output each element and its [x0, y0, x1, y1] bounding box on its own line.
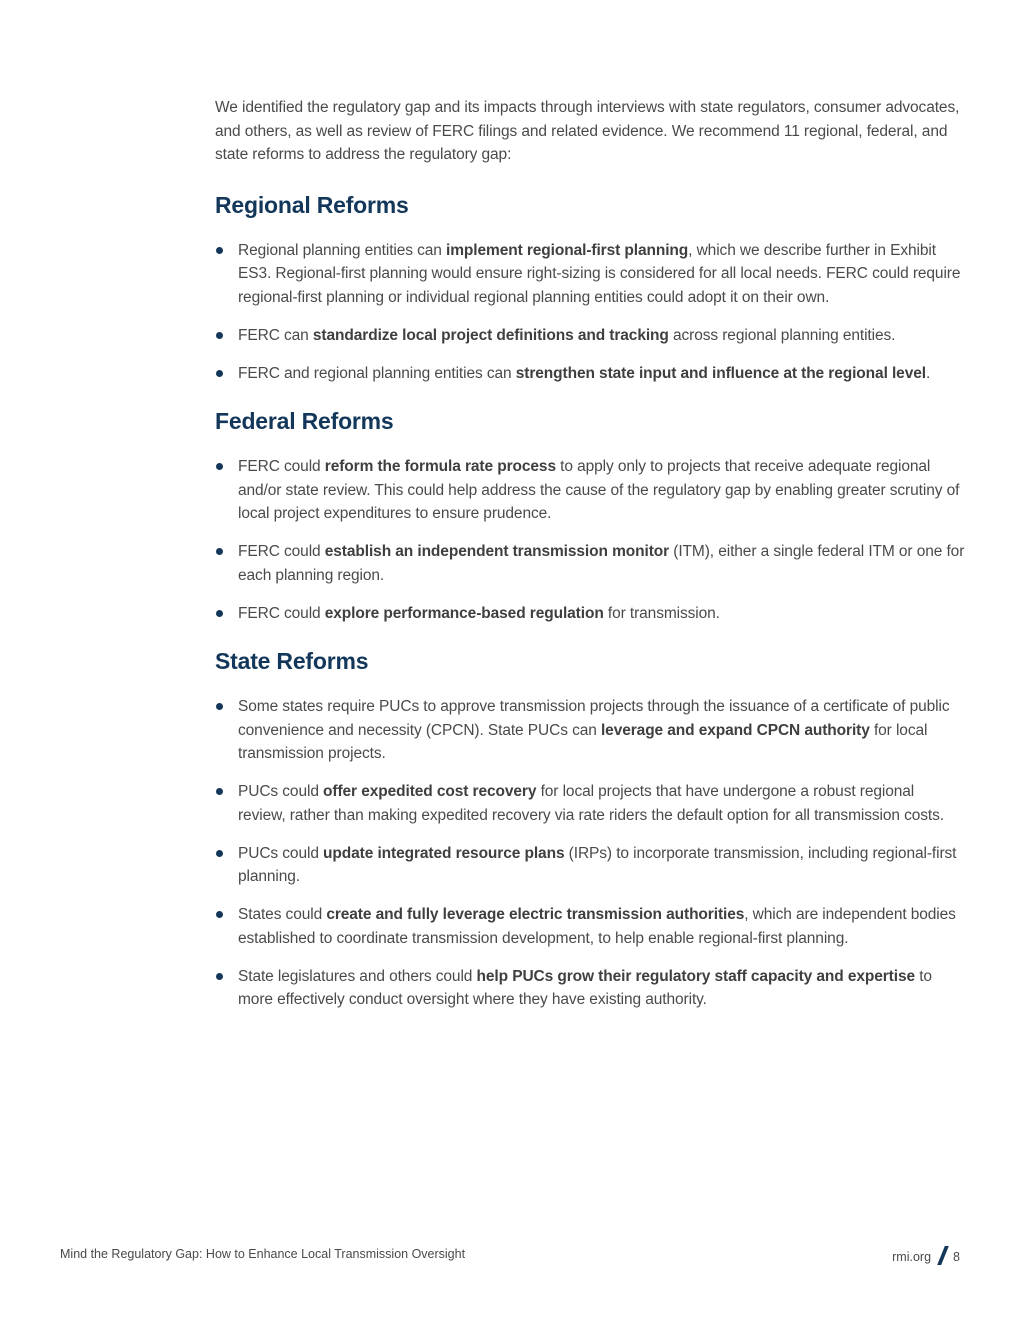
bullet-icon [216, 911, 223, 918]
reform-item: FERC could explore performance-based regulation for transmission. [215, 602, 965, 626]
reform-item: Regional planning entities can implement regional-first planning, which we describe further in Exhibit ES3. Regional-first planning would ensure right-sizing is considered for all local needs. FERC could require regional-first planning or individual regional planning entities could adopt it on their own. [215, 239, 965, 310]
section-heading: State Reforms [215, 648, 369, 674]
section-heading: Federal Reforms [215, 408, 394, 434]
footer-page-info [892, 1247, 960, 1266]
reform-item: PUCs could offer expedited cost recovery for local projects that have undergone a robust regional review, rather than making expedited recovery via rate riders the default option for all transmission costs. [215, 780, 965, 827]
bullet-icon [216, 788, 223, 795]
reform-list [215, 239, 965, 386]
footer-site-link[interactable]: rmi.org [892, 1249, 932, 1264]
bullet-icon [216, 973, 223, 980]
reform-item: FERC could reform the formula rate process to apply only to projects that receive adequate regional and/or state review. This could help address the cause of the regulatory gap by enabling greater scrutiny of local project expenditures to ensure prudence. [215, 455, 965, 526]
reform-item: State legislatures and others could help PUCs grow their regulatory staff capacity and expertise to more effectively conduct oversight where they have existing authority. [215, 965, 965, 1012]
section-state-reforms [215, 647, 965, 1012]
reform-item: Some states require PUCs to approve transmission projects through the issuance of a certificate of public convenience and necessity (CPCN). State PUCs can leverage and expand CPCN authority for local transmission projects. [215, 695, 965, 766]
document-body [215, 96, 965, 1034]
bullet-icon [216, 247, 223, 254]
reform-item: States could create and fully leverage electric transmission authorities, which are independent bodies established to coordinate transmission development, to help enable regional-first planning. [215, 903, 965, 950]
bullet-icon [216, 370, 223, 377]
bullet-icon [216, 463, 223, 470]
reform-item: FERC could establish an independent transmission monitor (ITM), either a single federal ITM or one for each planning region. [215, 540, 965, 587]
bullet-icon [216, 703, 223, 710]
bullet-icon [216, 548, 223, 555]
reform-list [215, 695, 965, 1012]
bullet-icon [216, 610, 223, 617]
section-federal-reforms [215, 407, 965, 625]
section-regional-reforms [215, 191, 965, 386]
bullet-icon [216, 850, 223, 857]
page-footer [60, 1247, 960, 1267]
section-heading: Regional Reforms [215, 191, 409, 218]
reform-list [215, 455, 965, 625]
intro-paragraph: We identified the regulatory gap and its impacts through interviews with state regulators, consumer advocates, and others, as well as review of FERC filings and related evidence. We recommend 11 regional, federal, and state reforms to address the regulatory gap: [215, 99, 960, 163]
bullet-icon [216, 332, 223, 339]
slash-divider-icon [937, 1246, 949, 1265]
footer-title: Mind the Regulatory Gap: How to Enhance Local Transmission Oversight [60, 1247, 466, 1261]
reform-item: FERC and regional planning entities can strengthen state input and influence at the regional level. [215, 362, 965, 386]
page-number: 8 [953, 1249, 960, 1264]
reform-item: PUCs could update integrated resource plans (IRPs) to incorporate transmission, including regional-first planning. [215, 842, 965, 889]
reform-item: FERC can standardize local project definitions and tracking across regional planning entities. [215, 324, 965, 348]
